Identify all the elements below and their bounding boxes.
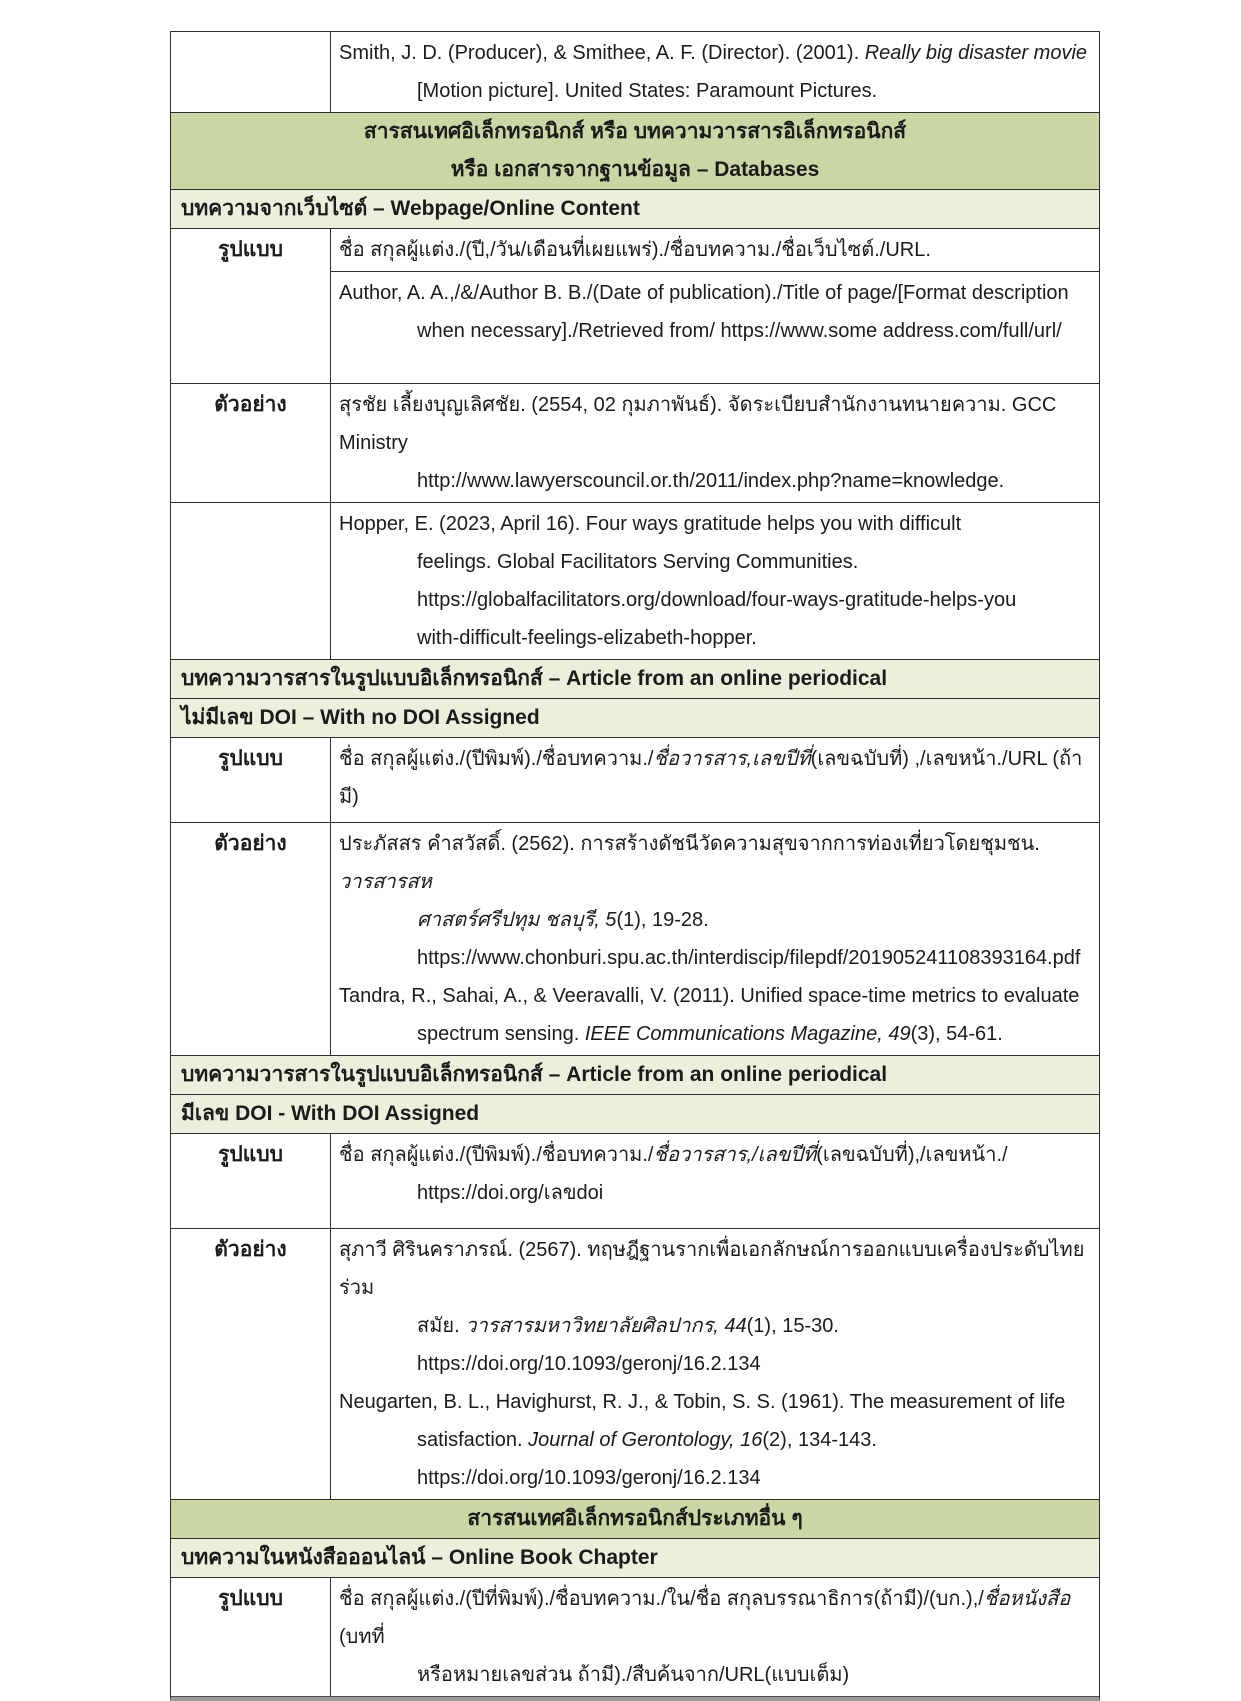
section-band-title: มีเลข DOI - With DOI Assigned [181,1102,480,1125]
text-segment: (2), 134-143. [762,1429,877,1451]
text-segment: (3), 54-61. [910,1023,1003,1045]
text-segment: (1), 19-28. [616,909,709,931]
table-row [171,1578,1099,1697]
citation-line [339,825,1089,901]
text-segment: สุภาวี ศิรินคราภรณ์. (2567). ทฤษฎีฐานรากเพื่อเอกลักษณ์การออกแบบเครื่องประดับไทย ร่วม [339,1239,1085,1299]
text-segment: spectrum sensing. [417,1023,585,1045]
section-band [171,1539,1099,1578]
italic-text: วารสารมหาวิทยาลัยศิลปากร, 44 [465,1315,747,1337]
text-segment: ชื่อ สกุลผู้แต่ง./(ปีที่พิมพ์)./ชื่อบทความ./ใน/ชื่อ สกุลบรรณาธิการ(ถ้ามี)/(บก.),/ [339,1588,984,1610]
section-band-title: สารสนเทศอิเล็กทรอนิกส์ หรือ บทความวารสารอิเล็กทรอนิกส์ [363,120,907,143]
text-segment: Neugarten, B. L., Havighurst, R. J., & Tobin, S. S. (1961). The measurement of life [339,1391,1066,1413]
text-segment: feelings. Global Facilitators Serving Communities. [417,551,859,573]
text-segment: Author, A. A.,/&/Author B. B./(Date of publication)./Title of page/[Format description [339,282,1069,304]
text-segment: satisfaction. [417,1429,529,1451]
row-label: ตัวอย่าง [171,1229,331,1499]
text-segment: (บทที่ [339,1626,385,1648]
citation-cell [331,503,1099,659]
italic-text: วารสารสห [339,871,432,893]
text-segment: Tandra, R., Sahai, A., & Veeravalli, V. (2011). Unified space-time metrics to evaluate [339,985,1080,1007]
citation-line [339,34,1089,72]
citation-cell [331,384,1099,502]
row-label: รูปแบบ [171,1578,331,1696]
citation-line [339,72,1089,110]
text-segment: ชื่อ สกุลผู้แต่ง./(ปีพิมพ์)./ชื่อบทความ./ [339,748,654,770]
text-segment: with-difficult-feelings-elizabeth-hopper. [417,627,757,649]
text-segment: (1), 15-30. [746,1315,839,1337]
text-segment: หรือหมายเลขส่วน ถ้ามี)./สืบค้นจาก/URL(แบบเต็ม) [417,1664,850,1686]
italic-text: ชื่อวารสาร,เลขปีที่ [653,748,811,770]
section-band [171,660,1099,699]
citation-line [339,619,1089,657]
text-segment: (เลขฉบับที่) ,/เลขหน้า./URL (ถ้ามี) [339,748,1083,808]
italic-text: Journal of Gerontology, 16 [528,1429,763,1451]
text-segment: Hopper, E. (2023, April 16). Four ways gratitude helps you with difficult [339,513,962,535]
citation-cell [331,1134,1099,1228]
row-label: ตัวอย่าง [171,384,331,502]
row-label [171,503,331,659]
section-band-title: บทความวารสารในรูปแบบอิเล็กทรอนิกส์ – Article from an online periodical [181,667,888,690]
citation-line [339,939,1089,977]
citation-line [339,312,1089,350]
citation-line [339,1345,1089,1383]
section-band-title: สารสนเทศอิเล็กทรอนิกส์ประเภทอื่น ๆ [467,1507,803,1530]
section-band [171,190,1099,229]
citation-line [339,231,1089,269]
format-cells [331,229,1099,383]
italic-text: Really big disaster movie [864,42,1088,64]
text-segment: ชื่อ สกุลผู้แต่ง./(ปีพิมพ์)./ชื่อบทความ./ [339,1144,654,1166]
section-band-title: ไม่มีเลข DOI – With no DOI Assigned [181,706,540,729]
section-band-title: บทความจากเว็บไซต์ – Webpage/Online Content [181,197,640,220]
citation-line [339,1174,1089,1212]
table-row [171,503,1099,660]
citation-line [339,1231,1089,1307]
text-segment: [Motion picture]. United States: Paramount Pictures. [417,80,878,102]
citation-line [339,977,1089,1015]
table-row [171,384,1099,503]
section-band [171,1500,1099,1539]
row-label: รูปแบบ [171,229,331,383]
table-row [171,32,1099,113]
table-row [171,1229,1099,1500]
row-label: รูปแบบ [171,738,331,822]
citation-line [339,1383,1089,1421]
citation-table [170,31,1100,1701]
italic-text: ชื่อหนังสือ [983,1588,1071,1610]
citation-cell [331,1229,1099,1499]
citation-line [339,901,1089,939]
italic-text: ชื่อวารสาร,/เลขปีที่ [653,1144,817,1166]
italic-text: IEEE Communications Magazine, 49 [584,1023,911,1045]
citation-line [339,1015,1089,1053]
citation-cell [331,1578,1099,1696]
section-band [171,1095,1099,1134]
citation-line [339,1656,1089,1694]
citation-line [339,1580,1089,1656]
citation-cell [331,271,1099,383]
text-segment: http://www.lawyerscouncil.or.th/2011/index.php?name=knowledge. [417,470,1005,492]
citation-line [339,581,1089,619]
citation-cell [331,229,1099,271]
citation-cell [331,738,1099,822]
section-band [171,699,1099,738]
text-segment: https://doi.org/10.1093/geronj/16.2.134 [417,1467,761,1489]
citation-line [339,1307,1089,1345]
text-segment: Smith, J. D. (Producer), & Smithee, A. F. (Director). (2001). [339,42,865,64]
citation-cell [331,823,1099,1055]
table-row [171,1134,1099,1229]
section-band [171,113,1099,190]
row-label: ตัวอย่าง [171,823,331,1055]
citation-line [339,505,1089,543]
citation-line [339,462,1089,500]
text-segment: (เลขฉบับที่),/เลขหน้า./ [816,1144,1008,1166]
citation-line [339,543,1089,581]
row-label [171,32,331,112]
section-band [171,1056,1099,1095]
italic-text: ศาสตร์ศรีปทุม ชลบุรี, 5 [417,909,617,931]
citation-line [339,274,1089,312]
text-segment: ชื่อ สกุลผู้แต่ง./(ปี,/วัน/เดือนที่เผยแพร่)./ชื่อบทความ./ชื่อเว็บไซต์./URL. [339,239,931,261]
table-row [171,229,1099,384]
text-segment: สุรชัย เลี้ยงบุญเลิศชัย. (2554, 02 กุมภาพันธ์). จัดระเบียบสำนักงานทนายความ. GCC Ministry [339,394,1057,454]
citation-line [339,1459,1089,1497]
citation-line [339,740,1089,816]
text-segment: ประภัสสร คำสวัสดิ์. (2562). การสร้างดัชนีวัดความสุขจากการท่องเที่ยวโดยชุมชน. [339,833,1040,855]
citation-cell [331,32,1099,112]
table-row [171,823,1099,1056]
text-segment: when necessary]./Retrieved from/ https://www.some address.com/full/url/ [417,320,1062,342]
text-segment: https://doi.org/เลขdoi [417,1182,604,1204]
table-row [171,738,1099,823]
text-segment: https://doi.org/10.1093/geronj/16.2.134 [417,1353,761,1375]
row-label: รูปแบบ [171,1134,331,1228]
citation-line [339,1421,1089,1459]
citation-line [339,386,1089,462]
text-segment: https://www.chonburi.spu.ac.th/interdiscip/filepdf/201905241108393164.pdf [417,947,1081,969]
citation-line [339,1136,1089,1174]
section-band-title: บทความในหนังสือออนไลน์ – Online Book Chapter [181,1546,658,1569]
text-segment: https://globalfacilitators.org/download/four-ways-gratitude-helps-you [417,589,1017,611]
text-segment: สมัย. [417,1315,466,1337]
section-band-title: บทความวารสารในรูปแบบอิเล็กทรอนิกส์ – Article from an online periodical [181,1063,888,1086]
section-band-title: หรือ เอกสารจากฐานข้อมูล – Databases [450,158,820,181]
